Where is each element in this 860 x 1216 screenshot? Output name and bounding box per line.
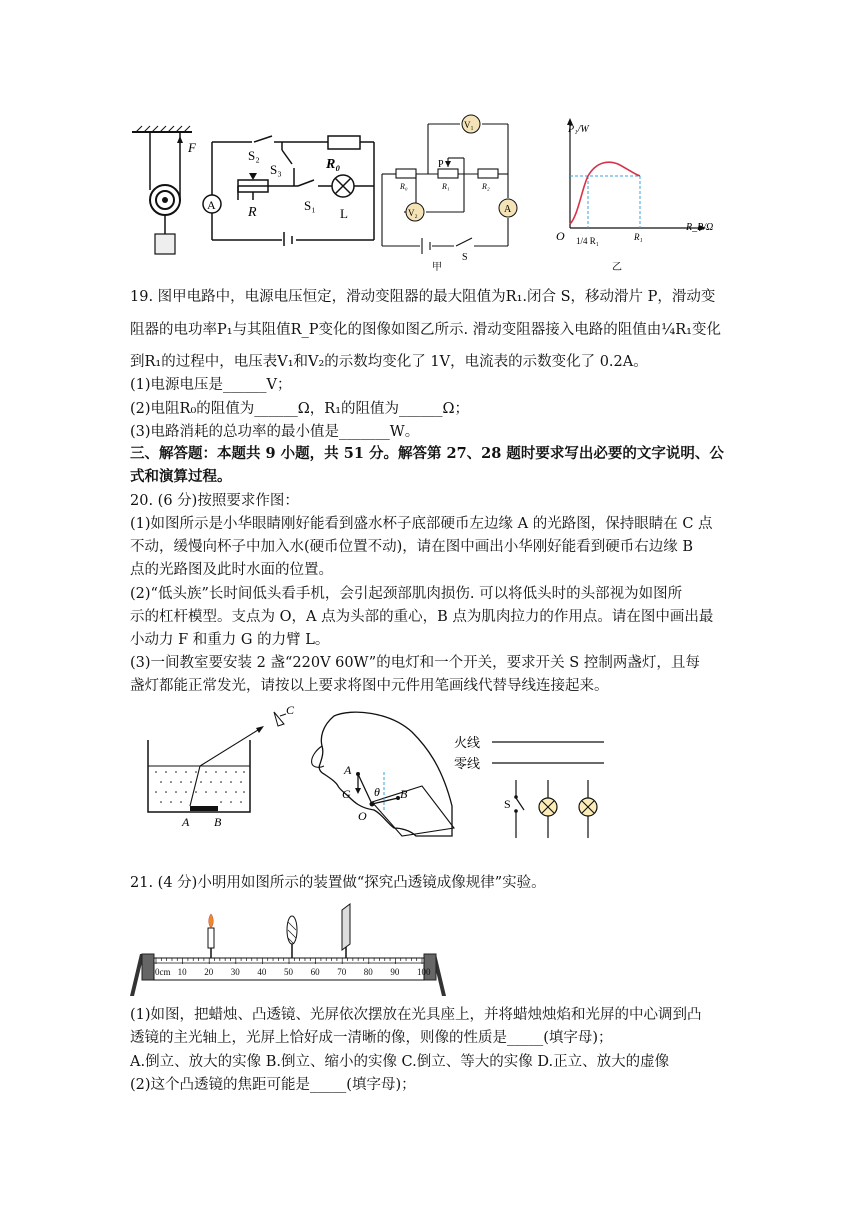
ruler-label: 30 <box>230 967 240 977</box>
ruler-label: 80 <box>363 967 373 977</box>
q20-line-1: 20. (6 分)按照要求作图： <box>130 493 299 509</box>
head-g-label: G <box>342 787 351 801</box>
q20-line-4: 点的光路图及此时水面的位置。 <box>130 562 333 578</box>
circuit-figure-1 <box>198 128 380 246</box>
wiring-figure <box>452 730 612 842</box>
graph-figure-yi <box>552 116 720 272</box>
v2-label: V₂ <box>408 208 418 218</box>
r1-jia-label: R₁ <box>442 182 450 191</box>
s3-label: S₃ <box>270 162 282 177</box>
q21-line-1: 21. (4 分)小明用如图所示的装置做“探究凸透镜成像规律”实验。 <box>130 875 546 891</box>
circuit-figure-jia <box>378 112 520 272</box>
yi-xlabel: R_P/Ω <box>686 222 714 233</box>
cup-figure <box>140 700 300 830</box>
ruler-label: 90 <box>390 967 400 977</box>
q19-line-3: 到R₁的过程中，电压表V₁和V₂的示数均变化了 1V，电流表的示数变化了 0.2A。 <box>130 354 648 370</box>
section3-line-2: 式和演算过程。 <box>130 468 232 485</box>
head-theta-label: θ <box>374 785 380 799</box>
r0-jia-label: R₀ <box>400 182 408 191</box>
q20-line-3: 不动，缓慢向杯子中加入水(硬币位置不动)，请在图中画出小华刚好能看到硬币右边缘 B <box>130 539 694 555</box>
caption-jia: 甲 <box>432 262 442 272</box>
lamp-label: L <box>340 206 348 221</box>
ruler-label: 40 <box>257 967 267 977</box>
q21-line-5: (2)这个凸透镜的焦距可能是_____(填字母)； <box>130 1077 416 1093</box>
r2-jia-label: R₂ <box>482 182 490 191</box>
q20-line-7: 小动力 F 和重力 G 的力臂 L。 <box>130 632 330 648</box>
s1-label: S₁ <box>304 198 316 213</box>
q21-line-4: A.倒立、放大的实像 B.倒立、缩小的实像 C.倒立、等大的实像 D.正立、放大的虚像 <box>130 1054 670 1070</box>
ruler-label: 100 <box>417 967 431 977</box>
rheostat-label: R <box>248 205 257 220</box>
cup-a-label: A <box>182 815 190 829</box>
q19-line-1: 19. 图甲电路中，电源电压恒定，滑动变阻器的最大阻值为R₁.闭合 S，移动滑片 P，滑动变 <box>130 289 716 305</box>
pulley-figure <box>128 124 200 260</box>
head-o-label: O <box>358 809 367 823</box>
yi-tick2: R₁ <box>634 232 643 242</box>
ruler-label: 60 <box>310 967 320 977</box>
live-wire-label: 火线 <box>454 735 481 750</box>
ruler-label: 0cm <box>155 967 171 977</box>
head-b-label: B <box>400 787 408 801</box>
s2-label: S₂ <box>248 148 260 163</box>
force-label: F <box>188 140 196 155</box>
q20-line-9: 盏灯都能正常发光，请按以上要求将图中元件用笔画线代替导线连接起来。 <box>130 678 609 694</box>
cup-c-label: C <box>286 703 295 717</box>
ammeter-jia-label: A <box>504 204 512 215</box>
ruler-label: 20 <box>204 967 214 977</box>
q19-line-5: (2)电阻R₀的阻值为______Ω，R₁的阻值为______Ω； <box>130 401 470 417</box>
q20-line-6: 示的杠杆模型。支点为 O，A 点为头部的重心，B 点为肌肉拉力的作用点。请在图中画出最 <box>130 609 714 625</box>
ammeter-label: A <box>207 198 216 212</box>
v1-label: V₁ <box>464 120 474 130</box>
head-a-label: A <box>344 763 352 777</box>
r0-label: R₀ <box>326 157 341 172</box>
yi-ylabel: P₁/W <box>568 124 589 135</box>
yi-tick1: 1/4 R₁ <box>576 236 599 246</box>
ruler-label: 70 <box>337 967 347 977</box>
yi-origin: O <box>556 229 565 243</box>
head-lever-figure <box>302 702 462 838</box>
neutral-wire-label: 零线 <box>454 756 481 771</box>
q19-line-4: (1)电源电压是______V； <box>130 377 292 393</box>
wiring-switch-label: S <box>504 797 511 811</box>
slider-label: P <box>438 159 444 170</box>
cup-b-label: B <box>214 815 222 829</box>
q21-line-2: (1)如图，把蜡烛、凸透镜、光屏依次摆放在光具座上，并将蜡烛烛焰和光屏的中心调到凸 <box>130 1007 702 1023</box>
ruler-label: 10 <box>177 967 187 977</box>
q20-line-2: (1)如图所示是小华眼睛刚好能看到盛水杯子底部硬币左边缘 A 的光路图，保持眼睛在 C 点 <box>130 516 713 532</box>
optical-bench-figure <box>128 900 450 1000</box>
q19-line-6: (3)电路消耗的总功率的最小值是_______W。 <box>130 424 420 440</box>
section3-line-1: 三、解答题：本题共 9 小题，共 51 分。解答第 27、28 题时要求写出必要的文字说明、公 <box>130 445 724 462</box>
ruler-label: 50 <box>284 967 293 977</box>
q21-line-3: 透镜的主光轴上，光屏上恰好成一清晰的像，则像的性质是_____(填字母)； <box>130 1030 613 1046</box>
q20-line-8: (3)一间教室要安装 2 盏“220V 60W”的电灯和一个开关，要求开关 S 控制两盏灯，且每 <box>130 655 700 671</box>
q20-line-5: (2)“低头族”长时间低头看手机，会引起颈部肌肉损伤. 可以将低头时的头部视为如图所 <box>130 586 683 602</box>
caption-yi: 乙 <box>612 262 622 272</box>
q19-line-2: 阻器的电功率P₁与其阻值R_P变化的图像如图乙所示. 滑动变阻器接入电路的阻值由¼R₁变化 <box>130 322 721 338</box>
switch-jia-label: S <box>462 252 468 263</box>
